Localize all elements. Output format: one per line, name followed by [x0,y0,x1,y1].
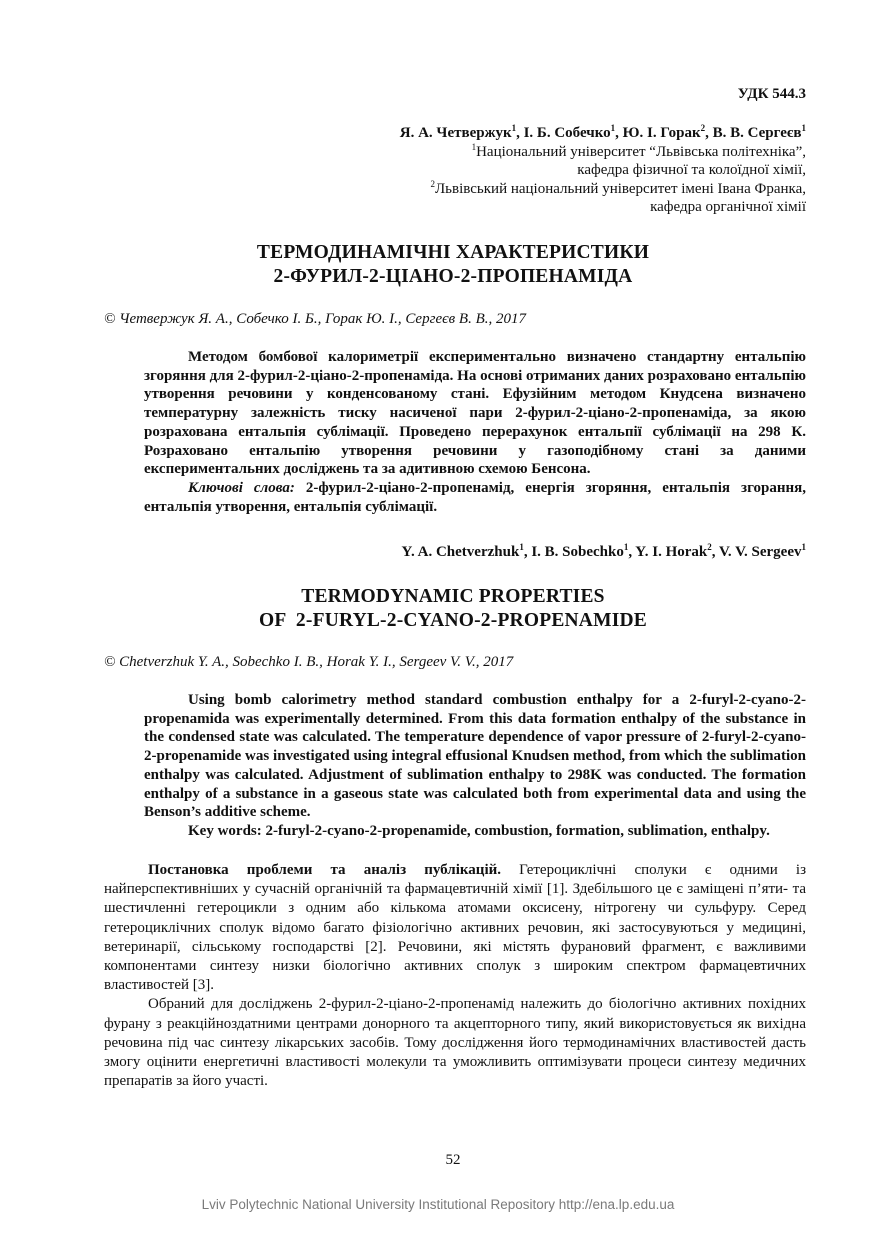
en-title [100,585,806,633]
ua-abstract [144,348,806,516]
en-title-line-2: OF 2-FURYL-2-CYANO-2-PROPENAMIDE [259,610,647,631]
affiliation-2 [400,180,806,199]
ua-copyright: © Четвержук Я. А., Собечко І. Б., Горак Ю. І., Сергеєв В. В., 2017 [104,311,526,327]
author-affiliation-mark: 1 [511,123,517,133]
author-name: І. Б. Собечко [523,125,611,141]
body-paragraph-2: Обраний для досліджень 2-фурил-2-ціано-2-пропенамід належить до біологічно активних похідних фурану з реакційноздатними центрами донорного та акцепторного типу, який використовується як вихідна речовина під час синтезу лікарських засобів. Тому дослідження його термодинамічних властивостей дасть змогу оцінити енергетичні властивості молекули та уможливить оптимізувати процеси синтезу медичних препаратів за його участі. [104,996,806,1090]
en-abstract-text: Using bomb calorimetry method standard combustion enthalpy for a 2-furyl-2-cyano-2-propenamida was experimentally determined. From this data formation enthalpy of the substance in the condensed state was calculated. The temperature dependence of vapor pressure of 2-furyl-2-cyano-2-propenamide was investigated using integral effusional Knudsen method, from which the sublimation enthalpy was calculated. Adjustment of sublimation enthalpy to 298K was conducted. The formation enthalpy of a substance in a gaseous state was calculated both from experimental data and using the Benson’s additive scheme. [144,692,806,821]
page-number: 52 [445,1152,461,1168]
ua-title [100,241,806,289]
repository-footer: Lviv Polytechnic National University Institutional Repository http://ena.lp.edu.ua [201,1197,675,1212]
affiliation-2-line-2: кафедра органічної хімії [650,199,806,215]
affiliation-1-line-2: кафедра фізичної та колоїдної хімії, [577,162,806,178]
author-name: Я. А. Четвержук [399,125,512,141]
en-copyright: © Chetverzhuk Y. A., Sobechko I. B., Horak Y. I., Sergeev V. V., 2017 [104,654,514,670]
author-name: Y. I. Horak [635,544,708,560]
ua-keywords-label: Ключові слова: [188,479,295,496]
udk-code: УДК 544.3 [737,86,806,102]
ua-keywords [144,479,806,516]
author-affiliation-mark: 1 [623,542,629,552]
ua-keywords-list: 2-фурил-2-ціано-2-пропенамід, енергія згоряння, ентальпія згорання, ентальпія утворення, ентальпія сублімації. [144,479,806,515]
ua-abstract-text: Методом бомбової калориметрії експериментально визначено стандартну ентальпію згоряння для 2-фурил-2-ціано-2-пропенаміда. На основі отриманих даних розраховано ентальпію утворення речовини у конденсованому стані. Ефузійним методом Кнудсена визначено температурну залежність тиску насиченої пари 2-фурил-2-ціано-2-пропенаміда, за якою розрахована ентальпія сублімації. Проведено перерахунок ентальпії сублімації на 298 К. Розраховано ентальпію утворення речовини у газоподібному стані за даними експериментальних досліджень та за адитивною схемою Бенсона. [144,349,807,478]
affiliation-1 [400,143,806,162]
affiliation-mark: 1 [471,141,477,152]
ua-author-list: Я. А. Четвержук$^1$, І. Б. Собечко$^1$, Ю. І. Горак$^2$, В. В. Сергеєв$^1$ [399,123,806,141]
author-name: Y. A. Chetverzhuk [401,544,520,560]
author-affiliation-mark: 1 [519,542,524,552]
paragraph-text: Гетероциклічні сполуки є одними із найперспективніших у сучасній органічній та фармацевтичній хімії [1]. Здебільшого це є заміщені п’яти- та шестичленні гетероцикли з одним або кількома атомами оксисену, нітрогену чи сульфуру. Серед гетероциклічних сполук відомо багато фізіологічно активних речовин, які застосувуються у медицині, ветеринарії, сільському господарстві [2]. Речовини, які містять фурановий фрагмент, є важливими компонентами синтезу низки біологічно активних сполук з широким спектром фармацевтичних властивостей [3]. [104,862,806,994]
ua-title-line-2: 2-ФУРИЛ-2-ЦІАНО-2-ПРОПЕНАМІДА [273,266,633,287]
ua-authors-block [400,124,806,217]
ua-title-line-1: ТЕРМОДИНАМІЧНІ ХАРАКТЕРИСТИКИ [256,242,650,263]
affiliation-1-line-1: Національний університет “Львівська політехніка”, [476,143,806,160]
en-author-list: Y. A. Chetverzhuk$^1$, I. B. Sobechko$^1$, Y. I. Horak$^2$, V. V. Sergeev$^1$ [401,542,806,560]
author-name: V. V. Sergeev [719,544,802,560]
author-affiliation-mark: 1 [801,542,806,552]
affiliation-2-line-1: Львівський національний університет імені Івана Франка, [435,180,806,197]
affiliation-mark: 2 [430,178,435,189]
body-text [104,861,806,1091]
author-affiliation-mark: 2 [707,542,712,552]
section-heading: Постановка проблеми та аналіз публікацій. [148,862,502,878]
author-affiliation-mark: 2 [700,123,706,133]
en-abstract [144,691,806,841]
author-name: В. В. Сергеєв [712,125,802,141]
body-paragraph-1 [104,861,806,995]
author-name: Ю. І. Горак [622,125,701,141]
author-name: I. B. Sobechko [531,544,624,560]
en-title-line-1: TERMODYNAMIC PROPERTIES [301,586,605,607]
author-affiliation-mark: 1 [610,123,616,133]
author-affiliation-mark: 1 [801,123,806,133]
en-keywords: Key words: 2-furyl-2-cyano-2-propenamide, combustion, formation, sublimation, enthalpy. [188,822,770,839]
